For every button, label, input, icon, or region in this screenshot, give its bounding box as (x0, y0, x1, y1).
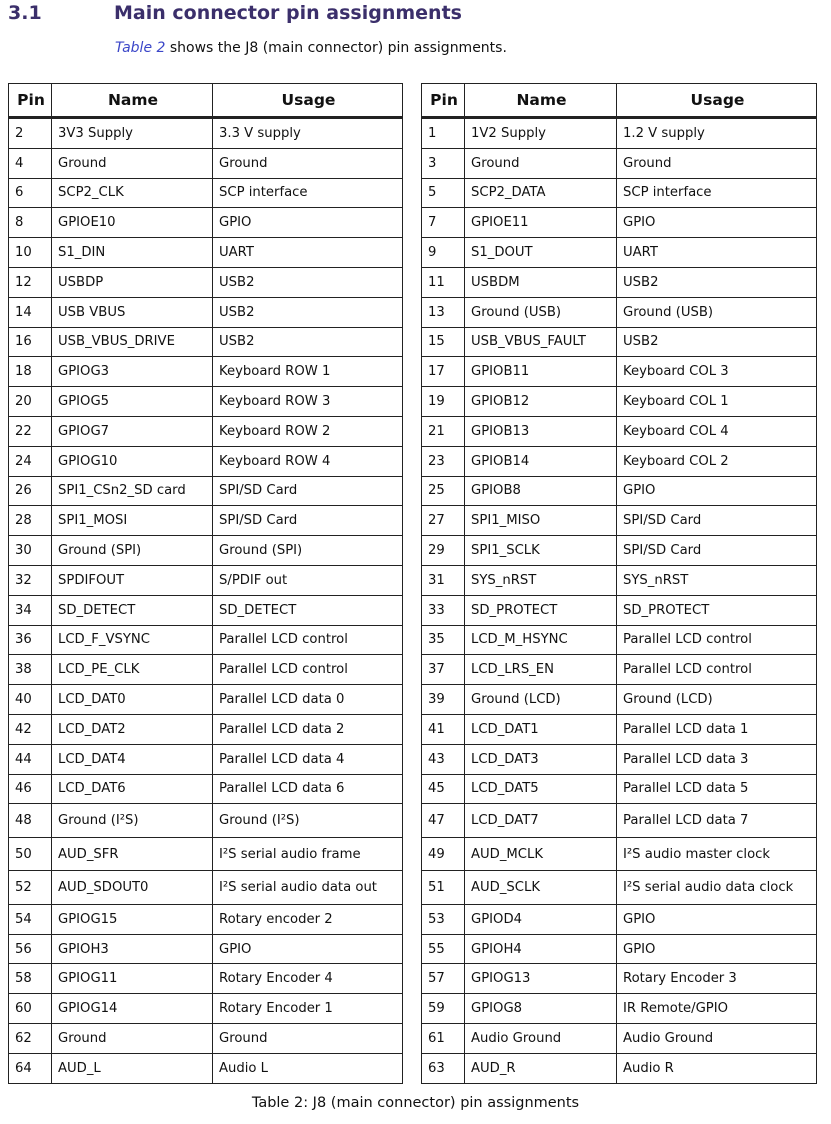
cell-usage: Audio Ground (617, 1024, 817, 1054)
cell-usage: Rotary Encoder 3 (617, 964, 817, 994)
table-row (9, 178, 403, 208)
cell-name: Ground (52, 1024, 213, 1054)
cell-usage: Ground (SPI) (213, 536, 403, 566)
cell-usage: Audio L (213, 1053, 403, 1083)
cell-name: USB VBUS (52, 297, 213, 327)
cell-usage: GPIO (617, 476, 817, 506)
cell-name: Ground (52, 148, 213, 178)
cell-name: AUD_SFR (52, 837, 213, 871)
cell-name: LCD_DAT4 (52, 744, 213, 774)
table-row (9, 964, 403, 994)
table-row (422, 774, 817, 804)
cell-pin: 57 (422, 964, 465, 994)
cell-pin: 40 (9, 685, 52, 715)
cell-usage: I²S audio master clock (617, 837, 817, 871)
cell-pin: 27 (422, 506, 465, 536)
cell-name: LCD_DAT3 (465, 744, 617, 774)
cell-pin: 5 (422, 178, 465, 208)
table-row (422, 297, 817, 327)
cell-usage: Parallel LCD data 0 (213, 685, 403, 715)
header-pin: Pin (9, 84, 52, 118)
table-row (9, 685, 403, 715)
table-row (422, 964, 817, 994)
cell-usage: Ground (USB) (617, 297, 817, 327)
cell-name: GPIOG14 (52, 994, 213, 1024)
table-row (422, 208, 817, 238)
cell-usage: SPI/SD Card (213, 506, 403, 536)
cell-usage: Rotary encoder 2 (213, 904, 403, 934)
cell-name: SPI1_MOSI (52, 506, 213, 536)
cell-name: LCD_M_HSYNC (465, 625, 617, 655)
cell-pin: 33 (422, 595, 465, 625)
table-row (422, 148, 817, 178)
cell-usage: Parallel LCD data 4 (213, 744, 403, 774)
cell-usage: Parallel LCD data 1 (617, 714, 817, 744)
cell-name: AUD_MCLK (465, 837, 617, 871)
cell-pin: 56 (9, 934, 52, 964)
cell-name: AUD_R (465, 1053, 617, 1083)
cell-pin: 44 (9, 744, 52, 774)
table-row (422, 994, 817, 1024)
cell-usage: USB2 (213, 267, 403, 297)
table-row (9, 267, 403, 297)
table-row (9, 1053, 403, 1083)
cell-name: USB_VBUS_FAULT (465, 327, 617, 357)
table-row (9, 148, 403, 178)
table-reference-link[interactable]: Table 2 (115, 40, 166, 56)
cell-usage: Keyboard ROW 4 (213, 446, 403, 476)
cell-pin: 54 (9, 904, 52, 934)
table-row (422, 744, 817, 774)
cell-usage: Parallel LCD control (617, 625, 817, 655)
table-row (9, 714, 403, 744)
table-row (9, 536, 403, 566)
table-row (422, 506, 817, 536)
cell-pin: 60 (9, 994, 52, 1024)
cell-name: GPIOB13 (465, 416, 617, 446)
table-row (9, 118, 403, 149)
cell-usage: Keyboard ROW 2 (213, 416, 403, 446)
cell-name: SPI1_SCLK (465, 536, 617, 566)
table-row (9, 297, 403, 327)
table-row (422, 904, 817, 934)
cell-name: AUD_SDOUT0 (52, 871, 213, 905)
cell-name: LCD_DAT7 (465, 804, 617, 838)
table-row (422, 178, 817, 208)
cell-pin: 18 (9, 357, 52, 387)
table-row (9, 238, 403, 268)
table-row (422, 595, 817, 625)
cell-name: LCD_DAT2 (52, 714, 213, 744)
table-caption: Table 2: J8 (main connector) pin assignments (251, 1095, 580, 1111)
table-row (422, 934, 817, 964)
cell-usage: Keyboard COL 2 (617, 446, 817, 476)
cell-name: GPIOB11 (465, 357, 617, 387)
cell-name: Ground (I²S) (52, 804, 213, 838)
table-row (9, 904, 403, 934)
cell-usage: UART (213, 238, 403, 268)
cell-name: SCP2_CLK (52, 178, 213, 208)
section-number: 3.1 (8, 2, 42, 24)
cell-pin: 41 (422, 714, 465, 744)
table-row (9, 416, 403, 446)
table-row (422, 871, 817, 905)
cell-usage: USB2 (213, 297, 403, 327)
cell-pin: 58 (9, 964, 52, 994)
cell-usage: SCP interface (617, 178, 817, 208)
cell-name: LCD_DAT6 (52, 774, 213, 804)
cell-usage: Parallel LCD data 7 (617, 804, 817, 838)
cell-name: SCP2_DATA (465, 178, 617, 208)
table-row (9, 655, 403, 685)
cell-name: GPIOG13 (465, 964, 617, 994)
cell-pin: 8 (9, 208, 52, 238)
cell-usage: S/PDIF out (213, 565, 403, 595)
table-row (9, 595, 403, 625)
cell-usage: I²S serial audio frame (213, 837, 403, 871)
table-header-row (9, 84, 403, 118)
table-row (9, 446, 403, 476)
table-row (422, 238, 817, 268)
table-row (9, 837, 403, 871)
cell-usage: USB2 (617, 267, 817, 297)
cell-pin: 3 (422, 148, 465, 178)
cell-usage: Keyboard ROW 1 (213, 357, 403, 387)
cell-pin: 9 (422, 238, 465, 268)
cell-usage: I²S serial audio data clock (617, 871, 817, 905)
cell-pin: 24 (9, 446, 52, 476)
cell-name: SPI1_CSn2_SD card (52, 476, 213, 506)
cell-pin: 23 (422, 446, 465, 476)
cell-usage: GPIO (617, 934, 817, 964)
table-row (9, 327, 403, 357)
cell-usage: Ground (I²S) (213, 804, 403, 838)
cell-pin: 19 (422, 387, 465, 417)
cell-pin: 45 (422, 774, 465, 804)
cell-pin: 26 (9, 476, 52, 506)
table-row (422, 446, 817, 476)
cell-usage: Keyboard COL 4 (617, 416, 817, 446)
table-row (422, 1053, 817, 1083)
cell-usage: Ground (617, 148, 817, 178)
cell-usage: Ground (213, 1024, 403, 1054)
table-row (422, 387, 817, 417)
cell-name: USB_VBUS_DRIVE (52, 327, 213, 357)
cell-usage: Keyboard COL 1 (617, 387, 817, 417)
cell-pin: 55 (422, 934, 465, 964)
cell-pin: 15 (422, 327, 465, 357)
table-row (422, 837, 817, 871)
cell-name: GPIOH4 (465, 934, 617, 964)
cell-usage: Parallel LCD control (617, 655, 817, 685)
header-usage: Usage (617, 84, 817, 118)
cell-usage: Parallel LCD data 5 (617, 774, 817, 804)
table-row (9, 1024, 403, 1054)
cell-name: AUD_L (52, 1053, 213, 1083)
cell-name: Ground (LCD) (465, 685, 617, 715)
cell-pin: 50 (9, 837, 52, 871)
cell-usage: GPIO (617, 904, 817, 934)
cell-usage: Ground (213, 148, 403, 178)
table-row (422, 357, 817, 387)
cell-usage: SPI/SD Card (617, 506, 817, 536)
cell-usage: GPIO (213, 208, 403, 238)
table-row (422, 118, 817, 149)
table-row (9, 506, 403, 536)
cell-pin: 32 (9, 565, 52, 595)
cell-name: Audio Ground (465, 1024, 617, 1054)
cell-name: LCD_DAT1 (465, 714, 617, 744)
intro-text: shows the J8 (main connector) pin assignments. (165, 40, 507, 56)
header-name: Name (52, 84, 213, 118)
cell-name: AUD_SCLK (465, 871, 617, 905)
cell-usage: GPIO (213, 934, 403, 964)
table-row (9, 804, 403, 838)
cell-pin: 4 (9, 148, 52, 178)
cell-pin: 2 (9, 118, 52, 149)
cell-name: S1_DOUT (465, 238, 617, 268)
table-row (422, 625, 817, 655)
table-header-row (422, 84, 817, 118)
cell-name: GPIOE10 (52, 208, 213, 238)
cell-pin: 20 (9, 387, 52, 417)
cell-pin: 7 (422, 208, 465, 238)
table-row (9, 871, 403, 905)
cell-pin: 35 (422, 625, 465, 655)
cell-pin: 30 (9, 536, 52, 566)
cell-pin: 48 (9, 804, 52, 838)
cell-name: GPIOG15 (52, 904, 213, 934)
table-row (9, 208, 403, 238)
cell-pin: 14 (9, 297, 52, 327)
table-row (9, 934, 403, 964)
cell-usage: SCP interface (213, 178, 403, 208)
table-row (422, 416, 817, 446)
cell-usage: Parallel LCD data 3 (617, 744, 817, 774)
section-title: Main connector pin assignments (114, 2, 462, 24)
cell-pin: 28 (9, 506, 52, 536)
cell-usage: SPI/SD Card (617, 536, 817, 566)
cell-name: GPIOB14 (465, 446, 617, 476)
cell-pin: 38 (9, 655, 52, 685)
cell-name: Ground (465, 148, 617, 178)
cell-name: LCD_LRS_EN (465, 655, 617, 685)
cell-pin: 46 (9, 774, 52, 804)
cell-usage: UART (617, 238, 817, 268)
cell-name: GPIOG3 (52, 357, 213, 387)
cell-usage: Audio R (617, 1053, 817, 1083)
cell-usage: 3.3 V supply (213, 118, 403, 149)
cell-pin: 53 (422, 904, 465, 934)
cell-pin: 16 (9, 327, 52, 357)
table-row (422, 267, 817, 297)
cell-name: Ground (SPI) (52, 536, 213, 566)
cell-name: SD_PROTECT (465, 595, 617, 625)
cell-name: LCD_DAT5 (465, 774, 617, 804)
table-row (422, 565, 817, 595)
cell-usage: GPIO (617, 208, 817, 238)
table-row (9, 774, 403, 804)
cell-name: 1V2 Supply (465, 118, 617, 149)
cell-usage: I²S serial audio data out (213, 871, 403, 905)
cell-name: GPIOG10 (52, 446, 213, 476)
cell-usage: Parallel LCD control (213, 655, 403, 685)
cell-name: GPIOG5 (52, 387, 213, 417)
cell-usage: SD_DETECT (213, 595, 403, 625)
cell-name: GPIOE11 (465, 208, 617, 238)
cell-name: Ground (USB) (465, 297, 617, 327)
cell-usage: Rotary Encoder 1 (213, 994, 403, 1024)
cell-name: SD_DETECT (52, 595, 213, 625)
cell-pin: 21 (422, 416, 465, 446)
cell-pin: 37 (422, 655, 465, 685)
cell-name: USBDM (465, 267, 617, 297)
cell-usage: SPI/SD Card (213, 476, 403, 506)
cell-name: GPIOG11 (52, 964, 213, 994)
cell-usage: USB2 (617, 327, 817, 357)
cell-usage: Parallel LCD control (213, 625, 403, 655)
table-row (422, 655, 817, 685)
cell-name: S1_DIN (52, 238, 213, 268)
table-row (422, 1024, 817, 1054)
cell-pin: 10 (9, 238, 52, 268)
cell-pin: 61 (422, 1024, 465, 1054)
cell-name: LCD_DAT0 (52, 685, 213, 715)
cell-usage: SYS_nRST (617, 565, 817, 595)
cell-usage: SD_PROTECT (617, 595, 817, 625)
header-pin: Pin (422, 84, 465, 118)
cell-usage: Keyboard COL 3 (617, 357, 817, 387)
cell-pin: 49 (422, 837, 465, 871)
cell-pin: 42 (9, 714, 52, 744)
cell-pin: 51 (422, 871, 465, 905)
table-row (9, 476, 403, 506)
cell-name: GPIOG8 (465, 994, 617, 1024)
table-row (422, 327, 817, 357)
cell-pin: 17 (422, 357, 465, 387)
table-row (9, 357, 403, 387)
cell-name: LCD_F_VSYNC (52, 625, 213, 655)
table-row (9, 565, 403, 595)
cell-pin: 31 (422, 565, 465, 595)
section-heading (8, 2, 462, 24)
table-row (422, 714, 817, 744)
cell-usage: IR Remote/GPIO (617, 994, 817, 1024)
cell-pin: 64 (9, 1053, 52, 1083)
table-row (422, 804, 817, 838)
cell-usage: Rotary Encoder 4 (213, 964, 403, 994)
cell-name: SPDIFOUT (52, 565, 213, 595)
cell-name: GPIOB12 (465, 387, 617, 417)
cell-pin: 62 (9, 1024, 52, 1054)
cell-name: LCD_PE_CLK (52, 655, 213, 685)
cell-pin: 13 (422, 297, 465, 327)
cell-name: 3V3 Supply (52, 118, 213, 149)
cell-pin: 47 (422, 804, 465, 838)
cell-usage: USB2 (213, 327, 403, 357)
table-row (9, 744, 403, 774)
cell-pin: 39 (422, 685, 465, 715)
cell-pin: 63 (422, 1053, 465, 1083)
header-name: Name (465, 84, 617, 118)
cell-pin: 11 (422, 267, 465, 297)
cell-name: GPIOG7 (52, 416, 213, 446)
cell-usage: Parallel LCD data 2 (213, 714, 403, 744)
table-row (422, 536, 817, 566)
table-row (9, 387, 403, 417)
cell-name: USBDP (52, 267, 213, 297)
cell-pin: 12 (9, 267, 52, 297)
cell-pin: 34 (9, 595, 52, 625)
cell-name: SPI1_MISO (465, 506, 617, 536)
intro-paragraph (115, 40, 507, 56)
cell-pin: 29 (422, 536, 465, 566)
cell-pin: 43 (422, 744, 465, 774)
cell-pin: 22 (9, 416, 52, 446)
cell-usage: Ground (LCD) (617, 685, 817, 715)
cell-usage: 1.2 V supply (617, 118, 817, 149)
cell-pin: 59 (422, 994, 465, 1024)
table-row (422, 476, 817, 506)
table-row (9, 625, 403, 655)
cell-name: GPIOD4 (465, 904, 617, 934)
cell-pin: 25 (422, 476, 465, 506)
cell-pin: 1 (422, 118, 465, 149)
cell-pin: 36 (9, 625, 52, 655)
pin-table-even (8, 83, 403, 1084)
pin-table-odd (421, 83, 817, 1084)
header-usage: Usage (213, 84, 403, 118)
cell-usage: Parallel LCD data 6 (213, 774, 403, 804)
cell-usage: Keyboard ROW 3 (213, 387, 403, 417)
cell-pin: 52 (9, 871, 52, 905)
cell-name: GPIOB8 (465, 476, 617, 506)
cell-name: SYS_nRST (465, 565, 617, 595)
table-row (422, 685, 817, 715)
cell-pin: 6 (9, 178, 52, 208)
cell-name: GPIOH3 (52, 934, 213, 964)
table-row (9, 994, 403, 1024)
